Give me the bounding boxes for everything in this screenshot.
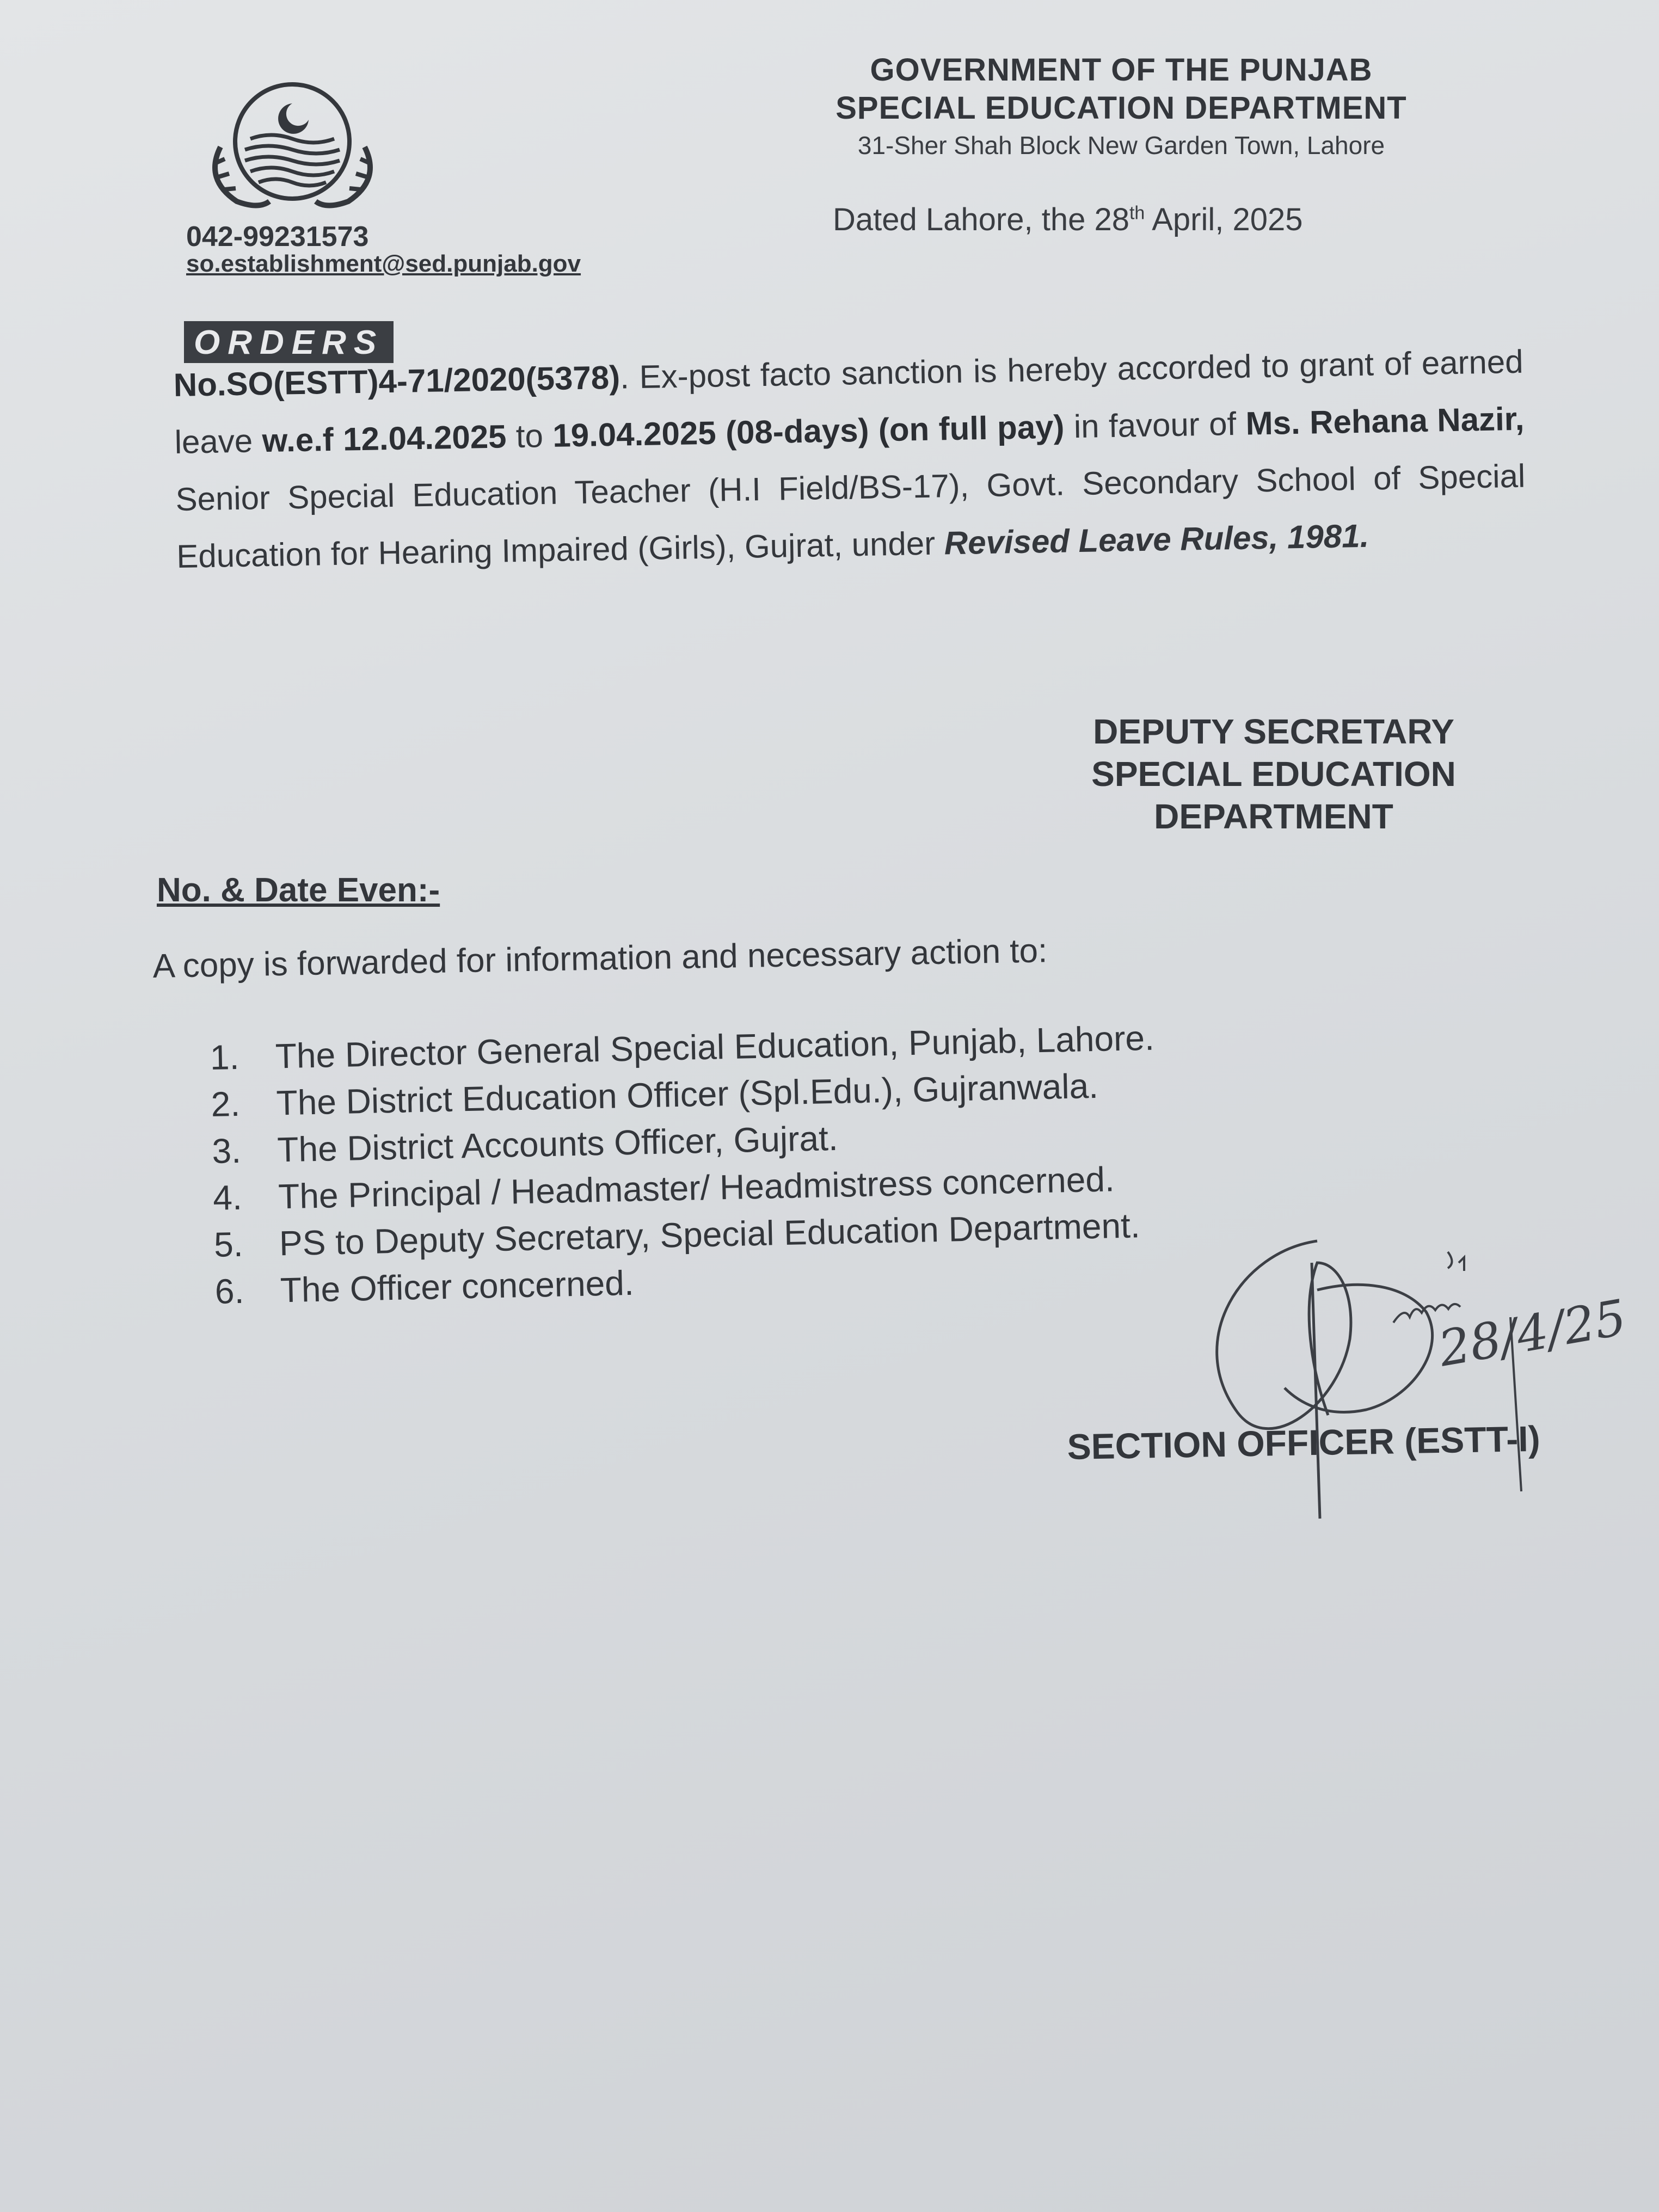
phone-number: 042-99231573 (186, 221, 369, 253)
punjab-emblem-logo (199, 82, 386, 218)
header-department: SPECIAL EDUCATION DEPARTMENT (835, 90, 1407, 126)
section-officer-title: SECTION OFFICER (ESTT-I) (1067, 1418, 1541, 1467)
list-item: 2. The District Education Officer (Spl.Edu.), Gujranwala. (210, 1066, 1099, 1124)
order-from-date: w.e.f 12.04.2025 (262, 418, 507, 459)
deputy-secretary-block: DEPUTY SECRETARY SPECIAL EDUCATION DEPARTMENT (1091, 712, 1456, 836)
copy-forwarded-text: A copy is forwarded for information and necessary action to: (152, 932, 1048, 985)
handwritten-signature (1176, 1230, 1644, 1535)
email-address: so.establishment@sed.punjab.gov (186, 250, 581, 277)
signature-date: 28/4/25 (1434, 1289, 1631, 1378)
recipient-list (210, 1015, 1160, 1315)
list-item: 6. The Officer concerned. (214, 1263, 635, 1311)
header-address: 31-Sher Shah Block New Garden Town, Lahore (857, 131, 1385, 159)
list-item: 4. The Principal / Headmaster/ Headmistress concerned. (212, 1159, 1115, 1218)
dated-line: Dated Lahore, the 28th April, 2025 (833, 202, 1303, 237)
header-government: GOVERNMENT OF THE PUNJAB (870, 52, 1373, 88)
employee-name: Ms. Rehana Nazir, (1245, 400, 1525, 442)
no-date-even-heading: No. & Date Even:- (157, 871, 440, 909)
list-item: 5. PS to Deputy Secretary, Special Education Department. (213, 1206, 1141, 1264)
order-to-date: 19.04.2025 (08-days) (on full pay) (552, 408, 1065, 454)
order-number: No.SO(ESTT)4-71/2020(5378) (173, 359, 620, 403)
list-item: 1. The Director General Special Education, Punjab, Lahore. (210, 1018, 1155, 1077)
orders-heading: ORDERS (184, 321, 394, 363)
leave-rules: Revised Leave Rules, 1981. (944, 517, 1369, 562)
list-item: 3. The District Accounts Officer, Gujrat. (211, 1118, 839, 1171)
order-paragraph: No.SO(ESTT)4-71/2020(5378). Ex-post facto sanction is hereby accorded to grant of earned leave w.e.f 12.04.2025 to 19.04.2025 (08-days) (on full pay) in favour of Ms. Rehana Nazir, Senior Special Education Teacher (H.I Field/BS-17), Govt. Secondary School of Special Education for Hearing Impaired (Girls), Gujrat, under Revised Leave Rules, 1981. (173, 343, 1526, 575)
